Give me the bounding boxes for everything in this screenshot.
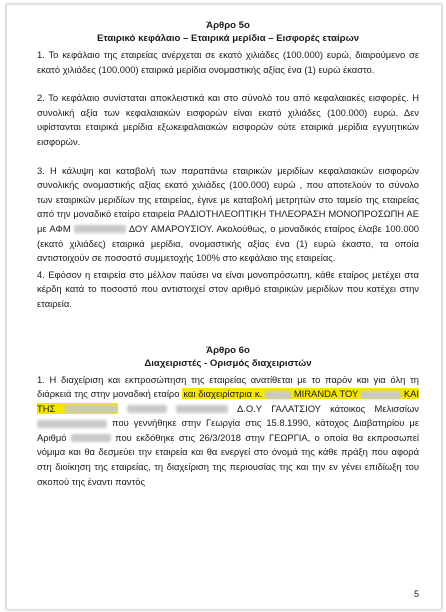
article-6-subtitle: Διαχειριστές - Ορισμός διαχειριστών (144, 357, 312, 369)
document-content (37, 19, 419, 503)
article-5-heading: Άρθρο 5ο (206, 20, 250, 31)
highlight-text-1: και διαχειρίστρια κ. (183, 388, 263, 400)
redacted-tax-id (176, 405, 228, 413)
page-number: 5 (413, 589, 419, 599)
article-5-subtitle: Εταιρικό κεφάλαιο – Εταιρικά μερίδια – Εισφορές εταίρων (96, 33, 360, 44)
article-5-paragraph-3 (37, 164, 419, 266)
redacted-tax-number (74, 225, 126, 233)
article-6-text-c: που γεννήθηκε στην Γεωργία στις 15.8.1990, κάτοχος Διαβατηρίου με Αριθμό (37, 417, 420, 443)
highlight-text-2: MIRANDA ΤΟΥ (293, 388, 359, 400)
section-gap (37, 326, 419, 344)
article-5-paragraph-4: 4. Εφόσον η εταιρεία στο μέλλον παύσει να είναι μονοπρόσωπη, κάθε εταίρος μετέχει στα κέρδη κατά το ποσοστό που αντιστοιχεί στον αριθμό εταιρικών μεριδίων που κατέχει στην εταιρεία. (37, 268, 419, 309)
paragraph-3-text-a: 3. Η κάλυψη και καταβολή των παραπάνω εταιρικών μεριδίων κεφαλαιακών εισφορών συνολικής ονομαστικής αξίας εκατό χιλιάδες (100.000) ευρώ , που αποτελούν το σύνολο των εταιρικών μεριδίων της εταιρείας, έγινε με καταβολή μετρητών στο ταμείο της εταιρείας από την μοναδικό εταίρο εταιρεία ΡΑΔΙΟΤΗΛΕΟΠΤΙΚΗ ΤΗΛΕΟΡΑΣΗ ΜΟΝΟΠΡΟΣΩΠΗ ΑΕ με ΑΦΜ (37, 164, 419, 234)
redacted-mother-name (65, 405, 117, 413)
article-6-paragraph-1 (37, 373, 419, 490)
article-6-heading: Άρθρο 6ο (206, 344, 250, 356)
article-6-text-b: Δ.Ο.Υ ΓΑΛΑΤΣΙΟΥ κάτοικος Μελισσίων (237, 402, 419, 414)
article-5-paragraph-1: 1. Το κεφάλαιο της εταιρείας ανέρχεται σε εκατό χιλιάδες (100.000) ευρώ, διαιρούμενο σε εκατό χιλιάδες (100.000) εταιρικά μερίδια ονομαστικής αξίας ένα (1) ευρώ έκαστο. (37, 49, 419, 75)
redacted-address (37, 420, 107, 428)
redacted-afm (127, 405, 167, 413)
article-5-paragraph-2: 2. Το κεφάλαιο συνίσταται αποκλειστικά και στο σύνολό του από κεφαλαιακές εισφορές. Η συνολική αξία των κεφαλαιακών εισφορών είναι εκατό χιλιάδες (100.000) ευρώ. Δεν υφίστανται εταιρικά μερίδια εξωκεφαλαιακών εισφορών ούτε εταιρικά μερίδια εγγυητικών εισφορών. (37, 92, 419, 147)
article-6-text-d: που εκδόθηκε στις 26/3/2018 στην ΓΕΩΡΓΙΑ, ο οποία θα εκπροσωπεί νόμιμα και θα δεσμεύει την εταιρεία και θα ενεργεί στο όνομά της κάθε πράξη που αφορά στη διοίκηση της εταιρείας, τη διαχείριση της περιουσίας της και την εν γένει επιδίωξη του σκοπού της έναντι παντός (37, 431, 420, 487)
redacted-father-name (361, 391, 401, 399)
paragraph-3-text-b: ΔΟΥ ΑΜΑΡΟΥΣΙΟΥ. Ακολούθως, ο μοναδικός εταίρος έλαβε 100.000 (εκατό χιλιάδες) εταιρικά μερίδια, ονομαστικής αξίας ένα (1) ευρώ έκαστο, τα οποία αντιστοιχούν σε ποσοστό συμμετοχής 100% στο κεφάλαιο της εταιρείας. (37, 222, 420, 264)
article-6-text-a: 1. Η διαχείριση και εκπροσώπηση της εταιρείας ανατίθεται με το παρόν και για όλη τη διάρκειά της στην μοναδική εταίρο (37, 373, 419, 400)
redacted-surname (265, 391, 291, 399)
document-page (6, 4, 442, 610)
redacted-passport-number (71, 434, 111, 442)
highlight-text-3: ΚΑΙ ΤΗΣ (37, 388, 419, 414)
